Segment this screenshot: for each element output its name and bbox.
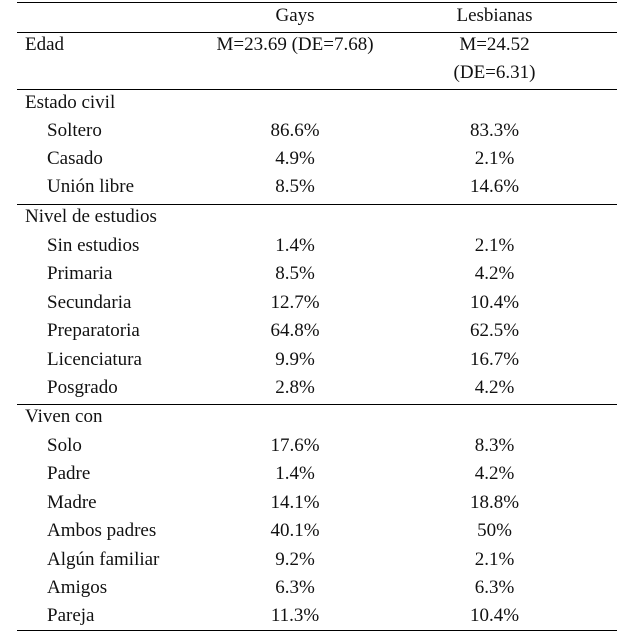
- sin-estudios-gays-value: 1.4%: [275, 235, 315, 256]
- amigos-gays-value: 6.3%: [275, 577, 315, 598]
- row-label-soltero: Soltero: [47, 120, 102, 141]
- posgrado-gays-value: 2.8%: [275, 377, 315, 398]
- row-label-posgrado: Posgrado: [47, 377, 118, 398]
- algun-familiar-gays-value: 9.2%: [275, 549, 315, 570]
- union-libre-lesbianas-value: 14.6%: [469, 176, 520, 197]
- row-label-edad: Edad: [25, 34, 65, 55]
- row-label-secundaria: Secundaria: [47, 292, 132, 313]
- section-title-viven-con: Viven con: [25, 406, 103, 427]
- sin-estudios-lesbianas-value: 2.1%: [474, 235, 515, 256]
- row-label-sin-estudios: Sin estudios: [47, 235, 140, 256]
- section-rule-viven-con: [17, 404, 617, 405]
- primaria-gays-value: 8.5%: [275, 263, 315, 284]
- row-label-pareja: Pareja: [47, 605, 95, 626]
- madre-gays-value: 14.1%: [270, 492, 320, 513]
- casado-lesbianas-value: 2.1%: [474, 148, 515, 169]
- algun-familiar-lesbianas-value: 2.1%: [474, 549, 515, 570]
- ambos-padres-lesbianas-value: 50%: [477, 520, 512, 541]
- licenciatura-gays-value: 9.9%: [275, 349, 315, 370]
- row-label-amigos: Amigos: [47, 577, 108, 598]
- row-label-algun-familiar: Algún familiar: [47, 549, 160, 570]
- table-bottom-rule: [17, 630, 617, 631]
- column-header-gays: Gays: [275, 5, 315, 26]
- casado-gays-value: 4.9%: [275, 148, 315, 169]
- padre-gays-value: 1.4%: [275, 463, 315, 484]
- edad-gays-value: M=23.69 (DE=7.68): [216, 34, 374, 55]
- row-label-union-libre: Unión libre: [47, 176, 135, 197]
- header-rule: [17, 32, 617, 33]
- edad-lesbianas-value-line1: M=24.52: [459, 34, 530, 55]
- soltero-gays-value: 86.6%: [270, 120, 320, 141]
- row-label-licenciatura: Licenciatura: [47, 349, 142, 370]
- row-label-solo: Solo: [47, 435, 82, 456]
- section-rule-nivel-estudios: [17, 204, 617, 205]
- column-header-lesbianas: Lesbianas: [456, 5, 533, 26]
- pareja-gays-value: 11.3%: [270, 605, 320, 626]
- table-top-rule: [17, 2, 617, 3]
- licenciatura-lesbianas-value: 16.7%: [469, 349, 520, 370]
- pareja-lesbianas-value: 10.4%: [469, 605, 520, 626]
- row-label-padre: Padre: [47, 463, 91, 484]
- posgrado-lesbianas-value: 4.2%: [474, 377, 515, 398]
- row-label-ambos-padres: Ambos padres: [47, 520, 157, 541]
- preparatoria-lesbianas-value: 62.5%: [469, 320, 520, 341]
- section-title-nivel-estudios: Nivel de estudios: [25, 206, 157, 227]
- row-label-madre: Madre: [47, 492, 97, 513]
- madre-lesbianas-value: 18.8%: [469, 492, 520, 513]
- padre-lesbianas-value: 4.2%: [474, 463, 515, 484]
- soltero-lesbianas-value: 83.3%: [469, 120, 520, 141]
- solo-lesbianas-value: 8.3%: [474, 435, 515, 456]
- edad-lesbianas-value-line2: (DE=6.31): [453, 62, 536, 83]
- primaria-lesbianas-value: 4.2%: [474, 263, 515, 284]
- preparatoria-gays-value: 64.8%: [270, 320, 320, 341]
- solo-gays-value: 17.6%: [270, 435, 320, 456]
- row-label-primaria: Primaria: [47, 263, 113, 284]
- section-title-estado-civil: Estado civil: [25, 92, 116, 113]
- row-label-casado: Casado: [47, 148, 103, 169]
- ambos-padres-gays-value: 40.1%: [270, 520, 320, 541]
- section-rule-estado-civil: [17, 89, 617, 90]
- amigos-lesbianas-value: 6.3%: [474, 577, 515, 598]
- row-label-preparatoria: Preparatoria: [47, 320, 140, 341]
- union-libre-gays-value: 8.5%: [275, 176, 315, 197]
- secundaria-lesbianas-value: 10.4%: [469, 292, 520, 313]
- secundaria-gays-value: 12.7%: [270, 292, 320, 313]
